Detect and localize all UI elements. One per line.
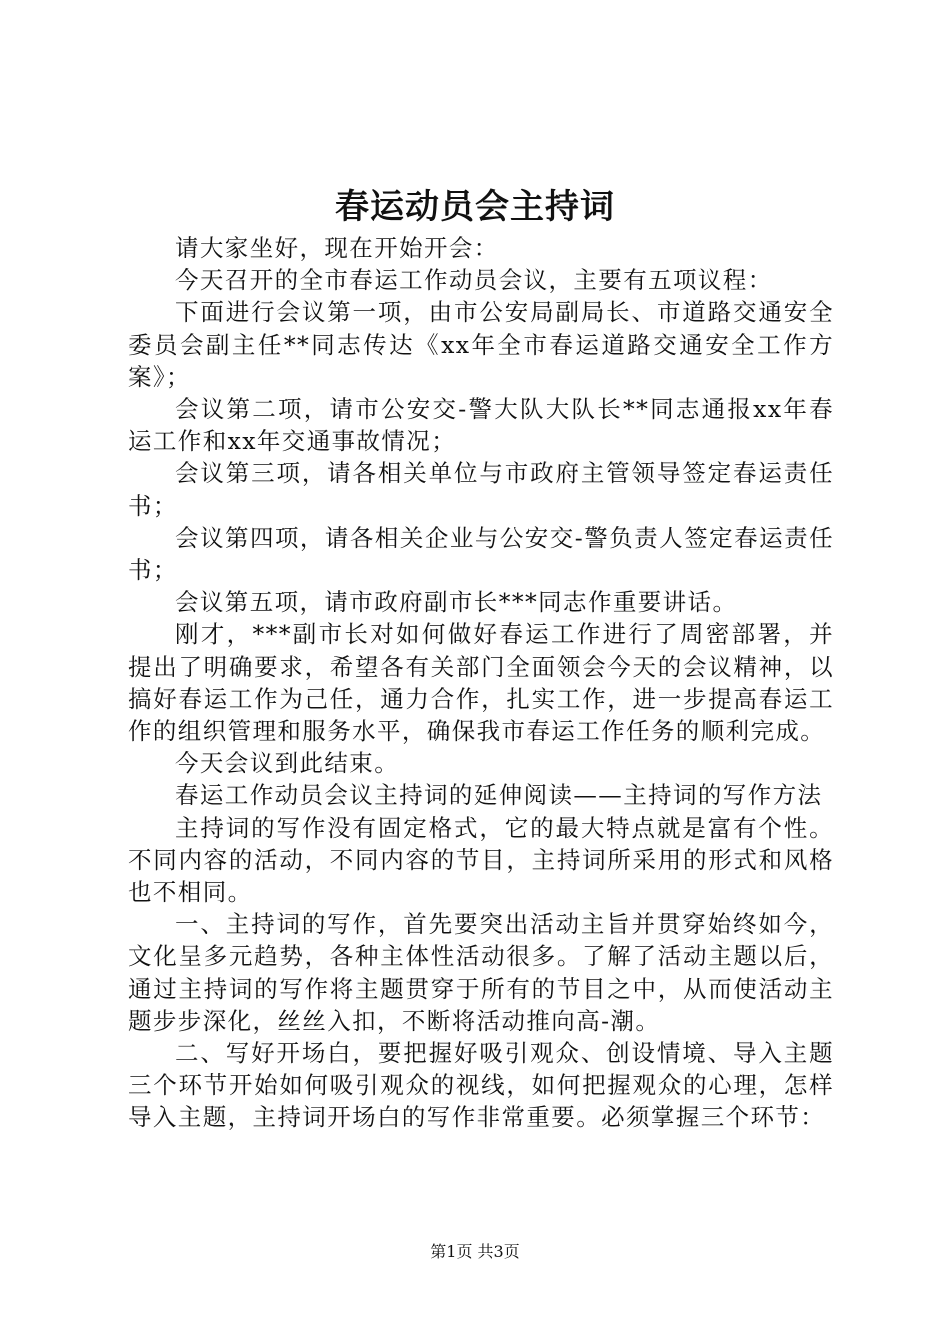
paragraph-extended-reading-heading: 春运工作动员会议主持词的延伸阅读——主持词的写作方法 bbox=[175, 781, 823, 810]
paragraph-item-three: 会议第三项，请各相关单位与市政府主管领导签定春运责任书； bbox=[128, 459, 834, 520]
document-body bbox=[128, 232, 834, 1134]
paragraph-item-four: 会议第四项，请各相关企业与公安交-警负责人签定春运责任书； bbox=[128, 523, 834, 585]
paragraph-item-two: 会议第二项，请市公安交-警大队大队长**同志通报xx年春运工作和xx年交通事故情况； bbox=[128, 395, 834, 456]
paragraph-item-one: 下面进行会议第一项，由市公安局副局长、市道路交通安全委员会副主任**同志传达《xx年全市春运道路交通安全工作方案》； bbox=[128, 298, 834, 391]
paragraph-item-five: 会议第五项，请市政府副市长***同志作重要讲话。 bbox=[175, 588, 738, 617]
paragraph-writing-intro: 主持词的写作没有固定格式，它的最大特点就是富有个性。不同内容的活动，不同内容的节目，主持词所采用的形式和风格也不相同。 bbox=[128, 813, 834, 907]
paragraph-point-two: 二、写好开场白，要把握好吸引观众、创设情境、导入主题三个环节开始如何吸引观众的视线，如何把握观众的心理，怎样导入主题，主持词开场白的写作非常重要。必须掌握三个环节： bbox=[128, 1039, 834, 1132]
document-title: 春运动员会主持词 bbox=[335, 187, 615, 227]
paragraph-opening: 请大家坐好，现在开始开会： bbox=[175, 234, 499, 262]
page-footer: 第1页 共3页 bbox=[430, 1242, 520, 1261]
paragraph-point-one: 一、主持词的写作，首先要突出活动主旨并贯穿始终如今，文化呈多元趋势，各种主体性活动很多。了解了活动主题以后，通过主持词的写作将主题贯穿于所有的节目之中，从而使活动主题步步深化，丝丝入扣，不断将活动推向高-潮。 bbox=[128, 910, 834, 1035]
paragraph-agenda-intro: 今天召开的全市春运工作动员会议，主要有五项议程： bbox=[175, 266, 773, 295]
paragraph-closing: 今天会议到此结束。 bbox=[175, 749, 400, 778]
paragraph-summary: 刚才，***副市长对如何做好春运工作进行了周密部署，并提出了明确要求，希望各有关部门全面领会今天的会议精神，以搞好春运工作为己任，通力合作，扎实工作，进一步提高春运工作的组织管理和服务水平，确保我市春运工作任务的顺利完成。 bbox=[128, 620, 834, 746]
